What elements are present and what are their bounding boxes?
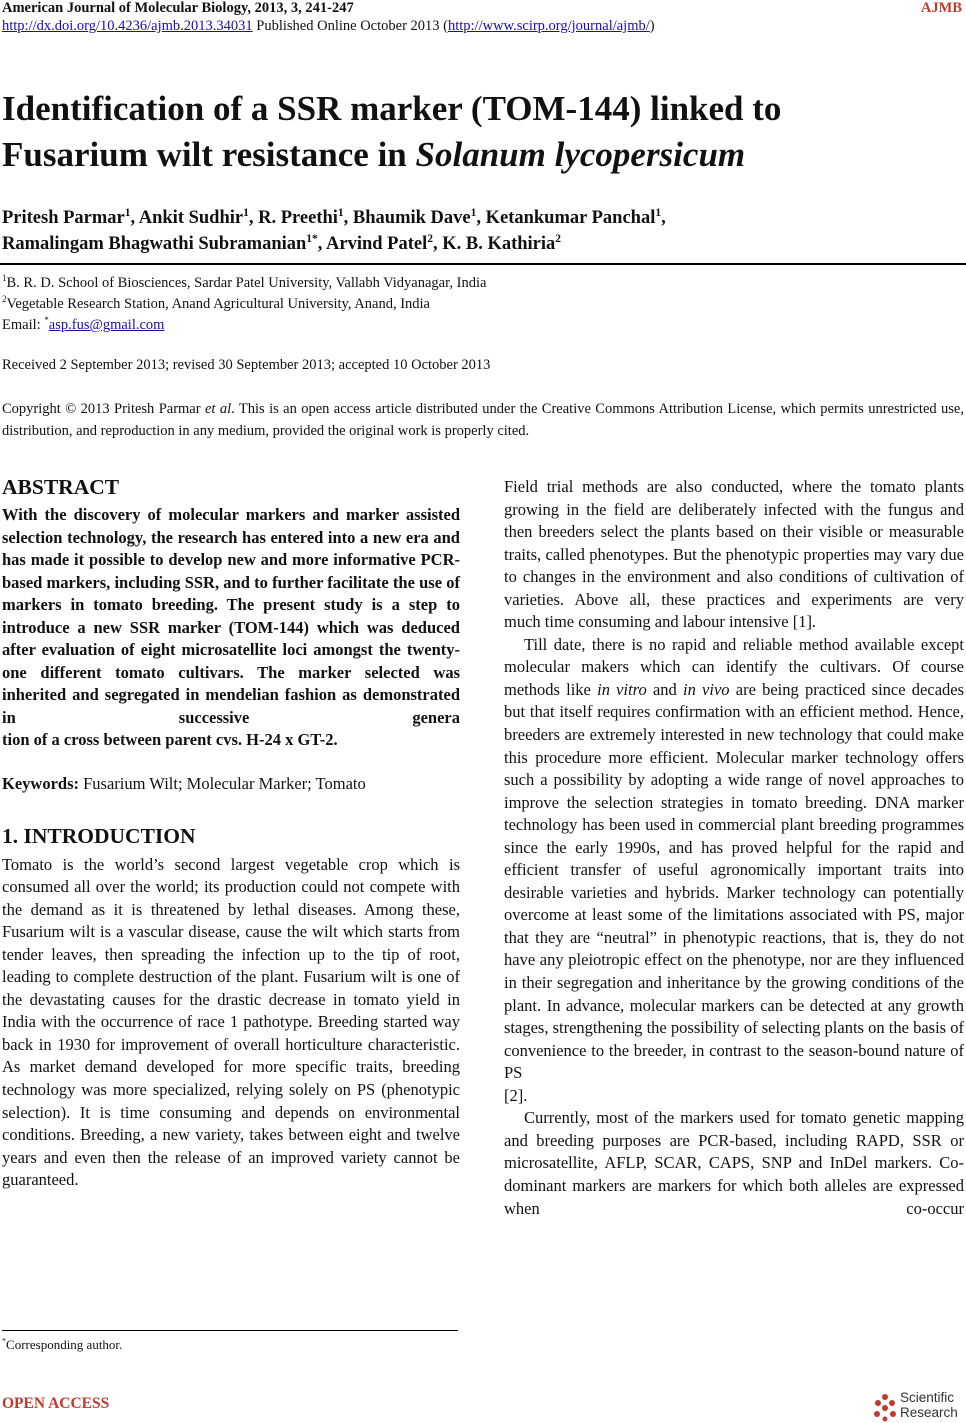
author-name: Ramalingam Bhagwathi Subramanian <box>2 234 307 254</box>
abstract-heading: ABSTRACT <box>2 475 120 499</box>
paragraph-till-date-end: [2]. <box>504 1085 528 1105</box>
affiliation-marker: 2 <box>427 232 433 245</box>
left-column <box>2 470 460 1192</box>
affiliation-text: B. R. D. School of Biosciences, Sardar Patel University, Vallabh Vidyanagar, India <box>6 275 487 291</box>
close-paren: ) <box>649 18 655 34</box>
keywords <box>2 773 460 796</box>
header-links-line <box>2 18 655 35</box>
author-name: , Ketankumar Panchal <box>476 208 656 228</box>
article-title <box>2 86 952 178</box>
paragraph-currently: Currently, most of the markers used for tomato genetic mapping and breeding purposes are PCR-based, including RAPD, SSR or microsatellite, AFLP, SCAR, CAPS, SNP and InDel markers. Co-dominant markers are markers for which both alleles are expressed when co-occur <box>504 1108 964 1218</box>
affiliation-marker: 1 <box>243 206 249 219</box>
affiliation-marker: 1 <box>2 273 7 284</box>
author-name: , R. Preethi <box>248 208 338 228</box>
email-label: Email: <box>2 317 45 333</box>
abstract-last-line: tion of a cross between parent cvs. H-24 x GT-2. <box>2 730 338 750</box>
title-line-1: Identification of a SSR marker (TOM-144) linked to <box>2 89 782 128</box>
keywords-text: Fusarium Wilt; Molecular Marker; Tomato <box>79 774 366 794</box>
author-name: , Bhaumik Dave <box>343 208 471 228</box>
affiliation-marker: 2 <box>2 294 7 305</box>
affiliation-marker: 2 <box>555 232 562 245</box>
footnote-text: Corresponding author. <box>6 1337 123 1352</box>
copyright-text: Copyright © 2013 Pritesh Parmar <box>2 401 205 417</box>
copyright-text: . This is an open access article distributed under the Creative Commons Attribution License, which permits unrestricted use, distribution, and reproduction in any medium, provided the original work is properly cited. <box>2 401 964 439</box>
affiliation-1 <box>2 275 486 292</box>
affiliation-marker: 1 <box>470 206 477 219</box>
paragraph-field-trial: Field trial methods are also conducted, where the tomato plants growing in the field are deliberately infected with the fungus and then breeders select the plants based on their visible or measurable traits, called phenotypes. But the phenotypic properties may vary due to changes in the environment and also conditions of cultivation of varieties. Above all, these practices and experiments are very <box>504 477 964 609</box>
open-access-label: OPEN ACCESS <box>2 1395 110 1412</box>
keywords-label: Keywords: <box>2 774 79 794</box>
journal-citation: American Journal of Molecular Biology, 2013, 3, 241-247 <box>2 0 354 16</box>
published-text: Published Online October 2013 ( <box>252 18 448 34</box>
paragraph-field-trial-end: much time consuming and labour intensive [1]. <box>504 612 817 632</box>
author-separator: , <box>661 208 666 228</box>
affiliation-marker: 1 <box>124 206 131 219</box>
title-line-2: Fusarium wilt resistance in <box>2 135 416 174</box>
author-name: , K. B. Kathiria <box>432 234 556 254</box>
paragraph-text: and <box>646 679 683 699</box>
abstract-text <box>2 504 460 729</box>
footnote <box>2 1337 122 1353</box>
footnote-marker: * <box>2 1336 7 1346</box>
journal-url-link[interactable]: http://www.scirp.org/journal/ajmb/ <box>448 18 650 34</box>
author-name: , Ankit Sudhir <box>130 208 244 228</box>
logo-line-1: Scientific <box>900 1390 955 1405</box>
paragraph-text: are being practiced since decades but that itself requires confirmation with an efficient method. Hence, breeders are extremely interested in new technology that could make this procedure more efficient. Molecular marker technology offers such a possibility by adopting a wide range of novel approaches to improve the selection strategies in tomato breeding. DNA marker technology has been used in commercial plant breeding programmes since the early 1990s, and has proved helpful for the rapid and efficient transfer of useful agronomically important traits into desirable varieties and hybrids. Marker technology can potentially overcome at least some of the limitations associated with PS, major that they are “neutral” in phenotypic reactions, that is, they do not have any pleiotropic effect on the phenotype, nor are they influenced in their segregation and inheritance by the growing conditions of the plant. In advance, molecular markers can be detected at any growth stages, strengthening the possibility of selecting plants on the basis of convenience to the breeder, in contrast to the season-bound nature of PS <box>504 679 965 1083</box>
term-in-vitro: in vitro <box>597 679 647 699</box>
logo-wordmark <box>900 1390 958 1420</box>
footnote-divider <box>2 1330 458 1331</box>
affiliation-text: Vegetable Research Station, Anand Agricultural University, Anand, India <box>6 296 430 312</box>
copyright-notice <box>2 398 964 442</box>
paragraph-till-date <box>504 634 964 1085</box>
scientific-research-logo <box>872 1390 964 1422</box>
doi-link[interactable]: http://dx.doi.org/10.4236/ajmb.2013.34031 <box>2 18 253 34</box>
author-name: Pritesh Parmar <box>2 208 125 228</box>
header-divider <box>0 263 966 265</box>
abstract-body: With the discovery of molecular markers and marker assisted selection technology, the research has entered into a new era and has made it possible to develop new and more informative PCR-based markers, including SSR, and to further facilitate the use of markers in tomato breeding. The present study is a step to introduce a new SSR marker (TOM-144) which was deduced after evaluation of eight microsatellite loci amongst the twenty-one different tomato cultivars. The marker selected was inherited and segregated in mendelian fashion as demonstrated in successive genera <box>2 505 460 727</box>
author-name: , Arvind Patel <box>317 234 428 254</box>
introduction-paragraph: Tomato is the world’s second largest vegetable crop which is consumed all over the world; its production could not compete with the demand as it is threatened by lethal diseases. Among these, Fusarium wilt is a vascular disease, cause the wilt which starts from tender leaves, then spreading the infection up to the tip of root, leading to complete destruction of the plant. Fusarium wilt is one of the devastating causes for the drastic decrease in tomato yield in India with the occurrence of race 1 pathotype. Breeding started way back in 1930 for improvement of overall horticulture characteristic. As market demand developed for more specific traits, breeding technology was more specialized, relying solely on PS (phenotypic selection). It is time consuming and depends on environmental conditions. Breeding, a new variety, takes between eight and twelve years and even then the release of an improved variety cannot be guaranteed. <box>2 854 460 1190</box>
affiliation-marker: 1 <box>655 206 662 219</box>
email-link[interactable]: asp.fus@gmail.com <box>48 317 165 333</box>
copyright-et-al: et al <box>204 401 232 417</box>
received-dates: Received 2 September 2013; revised 30 September 2013; accepted 10 October 2013 <box>2 357 491 373</box>
right-column <box>504 476 964 1220</box>
journal-abbreviation: AJMB <box>920 0 962 16</box>
email-line <box>2 317 164 334</box>
author-list <box>2 205 952 257</box>
logo-line-2: Research <box>900 1405 958 1420</box>
paragraph-text: Till date, there is no rapid and reliable method available except molecular makers which can identify the cultivars. Of course methods like <box>504 634 964 699</box>
logo-mark-icon <box>872 1392 898 1422</box>
affiliation-2 <box>2 296 430 313</box>
title-species-name: Solanum lycopersicum <box>415 135 746 174</box>
corresponding-marker: * <box>44 315 49 326</box>
term-in-vivo: in vivo <box>682 679 730 699</box>
introduction-heading: 1. INTRODUCTION <box>2 823 196 848</box>
affiliation-marker: 1* <box>306 232 318 245</box>
affiliation-marker: 1 <box>337 206 344 219</box>
